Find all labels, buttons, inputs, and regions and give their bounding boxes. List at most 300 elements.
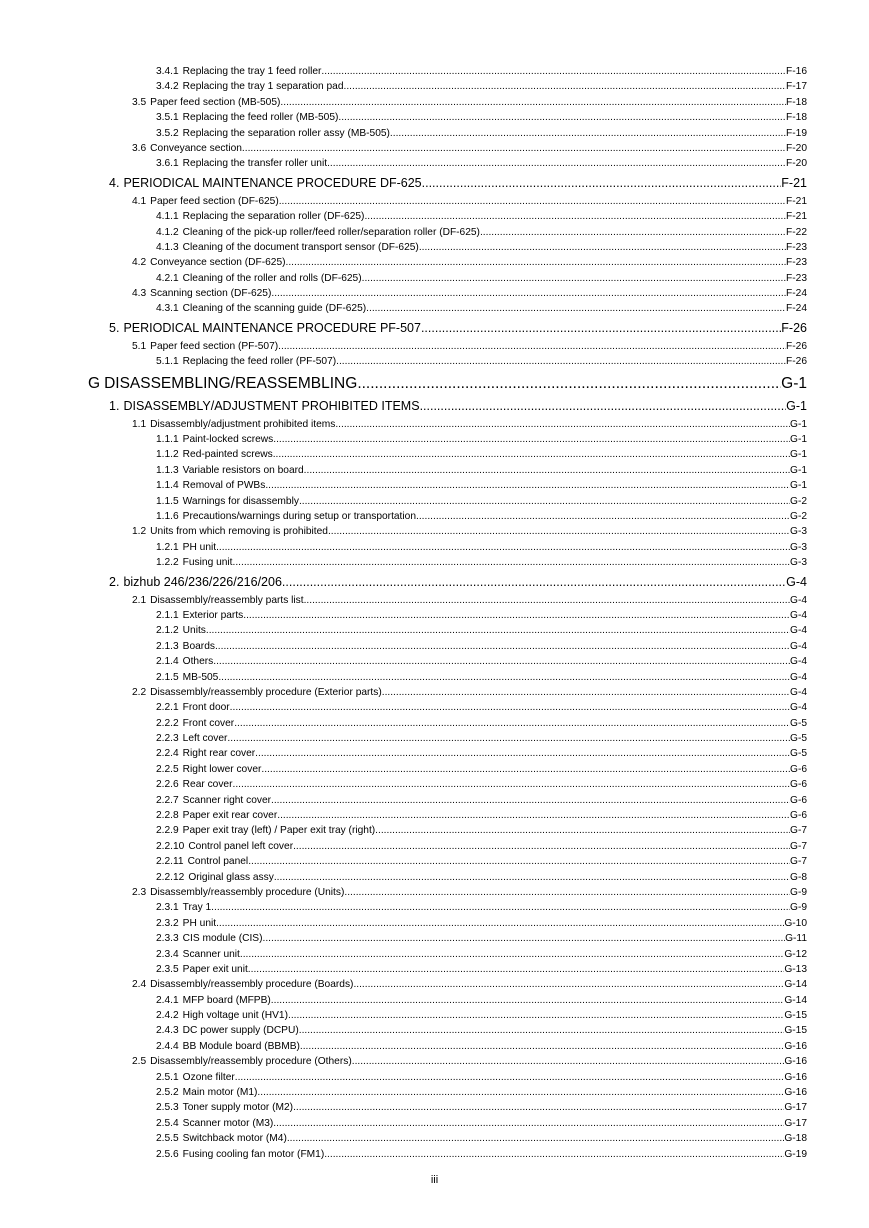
toc-entry-number: 2.3.3 <box>156 933 179 945</box>
toc-entry-number: 1.1.4 <box>156 480 179 492</box>
dot-leader <box>304 593 790 608</box>
dot-leader <box>420 396 787 417</box>
toc-entry[interactable] <box>0 209 869 224</box>
dot-leader <box>248 854 790 869</box>
dot-leader <box>422 173 782 194</box>
toc-entry-number: 1.1.5 <box>156 495 179 507</box>
toc-entry[interactable] <box>0 110 869 125</box>
toc-entry[interactable] <box>0 793 869 808</box>
toc-entry-title: DISASSEMBLING/REASSEMBLING <box>104 374 358 392</box>
toc-entry-number: 3.4.2 <box>156 81 179 93</box>
dot-leader <box>480 225 786 240</box>
dot-leader <box>218 670 790 685</box>
dot-leader <box>280 95 786 110</box>
toc-entry-title: MFP board (MFPB) <box>182 994 271 1006</box>
toc-entry-page: G-4 <box>786 574 807 589</box>
toc-entry-number: 1.1.2 <box>156 449 179 461</box>
toc-entry-title: Units <box>182 625 206 637</box>
toc-entry-page: F-18 <box>786 112 807 124</box>
toc-entry-number: 2.4.3 <box>156 1025 179 1037</box>
toc-entry[interactable] <box>0 1100 869 1115</box>
toc-entry-page: F-26 <box>786 340 807 352</box>
toc-entry-title: Scanner motor (M3) <box>182 1117 274 1129</box>
toc-entry[interactable] <box>0 839 869 854</box>
toc-entry-title: Cleaning of the scanning guide (DF-625) <box>182 303 367 315</box>
toc-entry-page: G-7 <box>790 840 807 852</box>
toc-entry-title: Right rear cover <box>182 748 256 760</box>
toc-entry[interactable] <box>0 156 869 171</box>
toc-entry-title: Cleaning of the pick-up roller/feed roller/separation roller (DF-625) <box>182 226 480 238</box>
toc-entry-title: Left cover <box>182 733 228 745</box>
toc-entry[interactable] <box>0 372 869 395</box>
toc-entry-title: PERIODICAL MAINTENANCE PROCEDURE DF-625 <box>123 175 422 190</box>
toc-entry[interactable] <box>0 271 869 286</box>
toc-entry-number: 4.3.1 <box>156 303 179 315</box>
toc-entry-number: 2.1.2 <box>156 625 179 637</box>
toc-entry-page: G-4 <box>790 686 807 698</box>
toc-entry-number: 2.2.2 <box>156 717 179 729</box>
toc-entry-title: bizhub 246/236/226/216/206 <box>123 574 282 589</box>
toc-entry-title: PH unit <box>182 917 217 929</box>
dot-leader <box>263 931 786 946</box>
dot-leader <box>279 194 786 209</box>
dot-leader <box>288 1008 784 1023</box>
toc-entry-number: 2.5 <box>132 1056 147 1068</box>
dot-leader <box>235 1070 785 1085</box>
toc-entry-number: 2.1.4 <box>156 656 179 668</box>
toc-entry[interactable] <box>0 572 869 593</box>
toc-entry-page: G-16 <box>784 1071 807 1083</box>
dot-leader <box>421 318 781 339</box>
toc-entry[interactable] <box>0 777 869 792</box>
toc-entry[interactable] <box>0 1131 869 1146</box>
toc-entry[interactable] <box>0 762 869 777</box>
toc-entry-title: Toner supply motor (M2) <box>182 1102 294 1114</box>
toc-entry[interactable] <box>0 339 869 354</box>
toc-entry-page: G-6 <box>790 763 807 775</box>
toc-entry-number: 1.1.3 <box>156 464 179 476</box>
dot-leader <box>299 1023 785 1038</box>
dot-leader <box>273 447 790 462</box>
toc-entry-title: PH unit <box>182 541 217 553</box>
dot-leader <box>338 110 786 125</box>
toc-entry[interactable] <box>0 555 869 570</box>
toc-entry-number: 4.2.1 <box>156 272 179 284</box>
dot-leader <box>206 623 790 638</box>
dot-leader <box>278 339 786 354</box>
dot-leader <box>357 372 781 395</box>
toc-entry-title: Removal of PWBs <box>182 480 266 492</box>
toc-entry-number: 4.1.2 <box>156 226 179 238</box>
dot-leader <box>271 793 790 808</box>
toc-entry-number: 1. <box>109 398 120 413</box>
toc-entry[interactable] <box>0 700 869 715</box>
dot-leader <box>273 432 790 447</box>
dot-leader <box>233 777 791 792</box>
toc-entry-title: MB-505 <box>182 671 219 683</box>
toc-entry-page: G-7 <box>790 825 807 837</box>
toc-entry-page: G-1 <box>790 418 807 430</box>
toc-entry[interactable] <box>0 240 869 255</box>
toc-entry-title: Warnings for disassembly <box>182 495 299 507</box>
toc-entry[interactable] <box>0 540 869 555</box>
toc-entry[interactable] <box>0 1023 869 1038</box>
toc-entry-title: Conveyance section (DF-625) <box>150 257 286 269</box>
dot-leader <box>216 916 784 931</box>
toc-entry-title: Ozone filter <box>182 1071 235 1083</box>
toc-entry-page: G-5 <box>790 717 807 729</box>
toc-entry-number: 2.1 <box>132 594 147 606</box>
toc-entry-page: G-16 <box>784 1040 807 1052</box>
toc-entry-page: G-13 <box>784 963 807 975</box>
dot-leader <box>243 608 790 623</box>
toc-entry-number: 3.4.1 <box>156 66 179 77</box>
toc-entry-number: 2.2.8 <box>156 810 179 822</box>
toc-entry[interactable] <box>0 977 869 992</box>
toc-entry-number: 2.2.3 <box>156 733 179 745</box>
toc-entry-page: F-18 <box>786 96 807 108</box>
dot-leader <box>324 1147 784 1162</box>
toc-entry-number: 1.2.2 <box>156 557 179 569</box>
toc-entry-title: Disassembly/reassembly procedure (Units) <box>150 886 345 898</box>
dot-leader <box>344 79 787 94</box>
toc-entry[interactable] <box>0 854 869 869</box>
toc-entry[interactable] <box>0 823 869 838</box>
toc-entry-title: Switchback motor (M4) <box>182 1133 287 1145</box>
dot-leader <box>271 993 785 1008</box>
toc-entry[interactable] <box>0 141 869 156</box>
dot-leader <box>271 286 786 301</box>
toc-entry-number: 1.1.6 <box>156 510 179 522</box>
toc-entry-title: Original glass assy <box>188 871 274 883</box>
toc-entry-number: 2.1.1 <box>156 609 179 621</box>
toc-entry-number: 4.3 <box>132 288 147 300</box>
toc-entry[interactable] <box>0 301 869 316</box>
toc-entry-page: G-18 <box>784 1133 807 1145</box>
toc-entry-number: 2.2 <box>132 686 147 698</box>
toc-entry-number: 3.6 <box>132 142 147 154</box>
toc-entry[interactable] <box>0 870 869 885</box>
dot-leader <box>248 962 785 977</box>
toc-entry[interactable] <box>0 447 869 462</box>
toc-entry[interactable] <box>0 509 869 524</box>
toc-entry-number: 2.2.11 <box>156 856 184 868</box>
toc-entry-number: 2.2.10 <box>156 840 185 852</box>
dot-leader <box>335 417 790 432</box>
toc-entry[interactable] <box>0 1085 869 1100</box>
toc-entry-title: Right lower cover <box>182 763 262 775</box>
toc-entry-title: Main motor (M1) <box>182 1087 258 1099</box>
dot-leader <box>286 255 787 270</box>
toc-entry-page: F-21 <box>781 175 807 190</box>
toc-entry-title: Paint-locked screws <box>182 434 274 446</box>
toc-entry-page: G-15 <box>784 1010 807 1022</box>
toc-entry-title: DISASSEMBLY/ADJUSTMENT PROHIBITED ITEMS <box>123 398 420 413</box>
toc-entry[interactable] <box>0 639 869 654</box>
toc-entry-title: PERIODICAL MAINTENANCE PROCEDURE PF-507 <box>123 320 421 335</box>
dot-leader <box>282 572 786 593</box>
toc-entry-number: 2.5.1 <box>156 1071 179 1083</box>
dot-leader <box>416 509 790 524</box>
toc-entry-number: 5.1.1 <box>156 356 179 368</box>
toc-entry-number: 5.1 <box>132 340 147 352</box>
toc-entry[interactable] <box>0 593 869 608</box>
toc-entry-number: 2.3 <box>132 886 147 898</box>
toc-entry-title: Paper exit rear cover <box>182 810 278 822</box>
toc-entry-number: 4.1.3 <box>156 241 179 253</box>
toc-entry-title: Replacing the tray 1 separation pad <box>182 81 344 93</box>
toc-entry-page: G-6 <box>790 794 807 806</box>
toc-entry-page: G-3 <box>790 557 807 569</box>
toc-entry-title: Scanner unit <box>182 948 240 960</box>
toc-entry[interactable] <box>0 417 869 432</box>
toc-entry-page: G-1 <box>790 449 807 461</box>
toc-entry-title: Rear cover <box>182 779 233 791</box>
toc-entry-page: G-5 <box>790 733 807 745</box>
toc-entry-number: 1.1.1 <box>156 434 179 446</box>
toc-entry[interactable] <box>0 354 869 369</box>
toc-entry[interactable] <box>0 623 869 638</box>
toc-entry[interactable] <box>0 654 869 669</box>
toc-entry-number: 4.1.1 <box>156 211 179 223</box>
toc-entry-page: G-1 <box>790 464 807 476</box>
toc-entry-number: 2.2.9 <box>156 825 179 837</box>
toc-entry-page: G-14 <box>784 979 807 991</box>
dot-leader <box>299 494 790 509</box>
dot-leader <box>327 156 786 171</box>
table-of-contents <box>0 64 869 1162</box>
toc-entry-page: G-2 <box>790 495 807 507</box>
toc-entry-number: 2.5.2 <box>156 1087 179 1099</box>
dot-leader <box>304 463 790 478</box>
toc-entry-title: Boards <box>182 640 215 652</box>
toc-entry[interactable] <box>0 947 869 962</box>
toc-entry[interactable] <box>0 95 869 110</box>
dot-leader <box>366 301 786 316</box>
toc-entry[interactable] <box>0 1070 869 1085</box>
toc-entry-number: 2.3.2 <box>156 917 179 929</box>
dot-leader <box>419 240 786 255</box>
toc-entry-number: 2.5.3 <box>156 1102 179 1114</box>
toc-entry[interactable] <box>0 916 869 931</box>
toc-entry-title: DC power supply (DCPU) <box>182 1025 299 1037</box>
toc-entry-page: F-26 <box>781 320 807 335</box>
dot-leader <box>211 900 790 915</box>
toc-entry-page: G-7 <box>790 856 807 868</box>
toc-entry-page: G-4 <box>790 594 807 606</box>
toc-entry-title: Cleaning of the roller and rolls (DF-625) <box>182 272 362 284</box>
toc-entry[interactable] <box>0 808 869 823</box>
toc-entry[interactable] <box>0 900 869 915</box>
toc-entry-title: Units from which removing is prohibited <box>150 526 328 538</box>
toc-entry[interactable] <box>0 432 869 447</box>
toc-entry-title: Scanner right cover <box>182 794 272 806</box>
dot-leader <box>215 639 790 654</box>
toc-entry-page: G-17 <box>784 1102 807 1114</box>
toc-entry-number: 2.3.4 <box>156 948 179 960</box>
toc-entry[interactable] <box>0 716 869 731</box>
toc-entry-title: Cleaning of the document transport sensor (DF-625) <box>182 241 419 253</box>
toc-entry[interactable] <box>0 608 869 623</box>
toc-entry-page: G-11 <box>785 933 807 945</box>
dot-leader <box>216 540 790 555</box>
toc-entry[interactable] <box>0 1147 869 1162</box>
toc-entry-title: Paper feed section (MB-505) <box>150 96 281 108</box>
dot-leader <box>213 654 790 669</box>
toc-entry-number: 2.5.5 <box>156 1133 179 1145</box>
dot-leader <box>336 354 786 369</box>
dot-leader <box>257 1085 784 1100</box>
toc-entry-page: F-21 <box>786 195 807 207</box>
toc-entry-page: G-3 <box>790 541 807 553</box>
toc-entry-title: Disassembly/adjustment prohibited items <box>150 418 336 430</box>
toc-entry-number: 2.2.5 <box>156 763 179 775</box>
toc-entry-number: 2.2.6 <box>156 779 179 791</box>
dot-leader <box>242 141 786 156</box>
toc-entry-page: G-14 <box>784 994 807 1006</box>
toc-entry-title: Conveyance section <box>150 142 242 154</box>
toc-entry-page: G-3 <box>790 526 807 538</box>
toc-entry-number: 2.2.4 <box>156 748 179 760</box>
toc-entry-page: G-1 <box>790 480 807 492</box>
toc-entry[interactable] <box>0 478 869 493</box>
toc-entry-page: G-19 <box>784 1148 807 1160</box>
toc-entry-title: Replacing the separation roller (DF-625) <box>182 211 365 223</box>
dot-leader <box>230 700 790 715</box>
toc-entry-title: Disassembly/reassembly procedure (Boards) <box>150 979 354 991</box>
toc-entry-page: G-4 <box>790 702 807 714</box>
toc-entry-title: Replacing the feed roller (MB-505) <box>182 112 339 124</box>
toc-entry[interactable] <box>0 1039 869 1054</box>
toc-entry-number: 1.2.1 <box>156 541 179 553</box>
toc-entry-page: G-12 <box>784 948 807 960</box>
toc-entry-page: G-4 <box>790 640 807 652</box>
toc-entry[interactable] <box>0 255 869 270</box>
toc-entry-title: Control panel <box>187 856 249 868</box>
toc-entry-page: F-21 <box>786 211 807 223</box>
toc-entry-page: G-6 <box>790 810 807 822</box>
dot-leader <box>382 685 790 700</box>
toc-entry-title: Paper exit tray (left) / Paper exit tray (right) <box>182 825 376 837</box>
dot-leader <box>390 126 786 141</box>
toc-entry-page: G-1 <box>790 434 807 446</box>
toc-entry-page: F-20 <box>786 142 807 154</box>
toc-entry[interactable] <box>0 194 869 209</box>
toc-entry[interactable] <box>0 885 869 900</box>
toc-entry-title: Others <box>182 656 214 668</box>
toc-entry-number: 2.4.2 <box>156 1010 179 1022</box>
toc-entry-page: G-4 <box>790 656 807 668</box>
toc-entry-page: G-9 <box>790 886 807 898</box>
toc-entry-title: Replacing the separation roller assy (MB-505) <box>182 127 390 139</box>
toc-entry-title: Front door <box>182 702 230 714</box>
toc-entry[interactable] <box>0 286 869 301</box>
toc-entry-number: 2.2.1 <box>156 702 179 714</box>
toc-entry-title: Replacing the tray 1 feed roller <box>182 66 322 77</box>
toc-entry[interactable] <box>0 1116 869 1131</box>
dot-leader <box>321 64 786 79</box>
toc-entry[interactable] <box>0 670 869 685</box>
toc-entry-number: 4. <box>109 175 120 190</box>
dot-leader <box>227 731 790 746</box>
toc-entry-number: 1.1 <box>132 418 147 430</box>
toc-entry-number: 2.4.4 <box>156 1040 179 1052</box>
toc-entry-number: 2.4.1 <box>156 994 179 1006</box>
toc-entry[interactable] <box>0 396 869 417</box>
dot-leader <box>233 555 791 570</box>
toc-entry-page: G-6 <box>790 779 807 791</box>
toc-entry-title: Tray 1 <box>182 902 212 914</box>
dot-leader <box>234 716 790 731</box>
toc-entry[interactable] <box>0 1054 869 1069</box>
dot-leader <box>277 808 790 823</box>
toc-entry-page: F-24 <box>786 288 807 300</box>
toc-entry-title: Paper feed section (DF-625) <box>150 195 279 207</box>
toc-entry[interactable] <box>0 225 869 240</box>
toc-entry[interactable] <box>0 1008 869 1023</box>
toc-entry-page: G-16 <box>784 1056 807 1068</box>
toc-entry[interactable] <box>0 731 869 746</box>
dot-leader <box>364 209 786 224</box>
toc-entry-title: Paper feed section (PF-507) <box>150 340 279 352</box>
toc-entry-page: F-19 <box>786 127 807 139</box>
toc-entry[interactable] <box>0 993 869 1008</box>
toc-entry-number: 3.5 <box>132 96 147 108</box>
toc-entry[interactable] <box>0 318 869 339</box>
toc-entry-title: Fusing cooling fan motor (FM1) <box>182 1148 325 1160</box>
dot-leader <box>362 271 786 286</box>
toc-entry[interactable] <box>0 79 869 94</box>
toc-entry[interactable] <box>0 524 869 539</box>
toc-entry-title: Fusing unit <box>182 557 233 569</box>
toc-entry-number: 3.5.1 <box>156 112 179 124</box>
toc-entry[interactable] <box>0 126 869 141</box>
toc-entry[interactable] <box>0 173 869 194</box>
toc-entry-page: G-4 <box>790 671 807 683</box>
toc-entry-number: 3.5.2 <box>156 127 179 139</box>
toc-entry-page: G-4 <box>790 625 807 637</box>
toc-entry-page: F-16 <box>786 66 807 77</box>
toc-entry-title: CIS module (CIS) <box>182 933 263 945</box>
toc-entry[interactable] <box>0 931 869 946</box>
toc-entry[interactable] <box>0 746 869 761</box>
toc-entry[interactable] <box>0 64 869 79</box>
toc-entry-number: 2.1.3 <box>156 640 179 652</box>
toc-entry-number: G <box>88 374 101 392</box>
dot-leader <box>328 524 790 539</box>
toc-entry[interactable] <box>0 494 869 509</box>
toc-entry-title: Control panel left cover <box>188 840 294 852</box>
toc-entry-number: 2. <box>109 574 120 589</box>
toc-entry-number: 3.6.1 <box>156 158 179 170</box>
toc-entry-page: G-10 <box>784 917 807 929</box>
toc-entry[interactable] <box>0 463 869 478</box>
toc-entry[interactable] <box>0 962 869 977</box>
toc-entry-page: F-24 <box>786 303 807 315</box>
dot-leader <box>255 746 790 761</box>
toc-entry-number: 2.2.12 <box>156 871 185 883</box>
toc-entry[interactable] <box>0 685 869 700</box>
toc-entry-page: F-23 <box>786 257 807 269</box>
toc-entry-page: F-20 <box>786 158 807 170</box>
toc-entry-number: 2.2.7 <box>156 794 179 806</box>
toc-entry-title: Replacing the transfer roller unit <box>182 158 328 170</box>
toc-entry-page: G-5 <box>790 748 807 760</box>
toc-entry-page: G-4 <box>790 609 807 621</box>
toc-entry-page: G-8 <box>790 871 807 883</box>
toc-entry-number: 5. <box>109 320 120 335</box>
toc-entry-title: Disassembly/reassembly procedure (Others) <box>150 1056 352 1068</box>
